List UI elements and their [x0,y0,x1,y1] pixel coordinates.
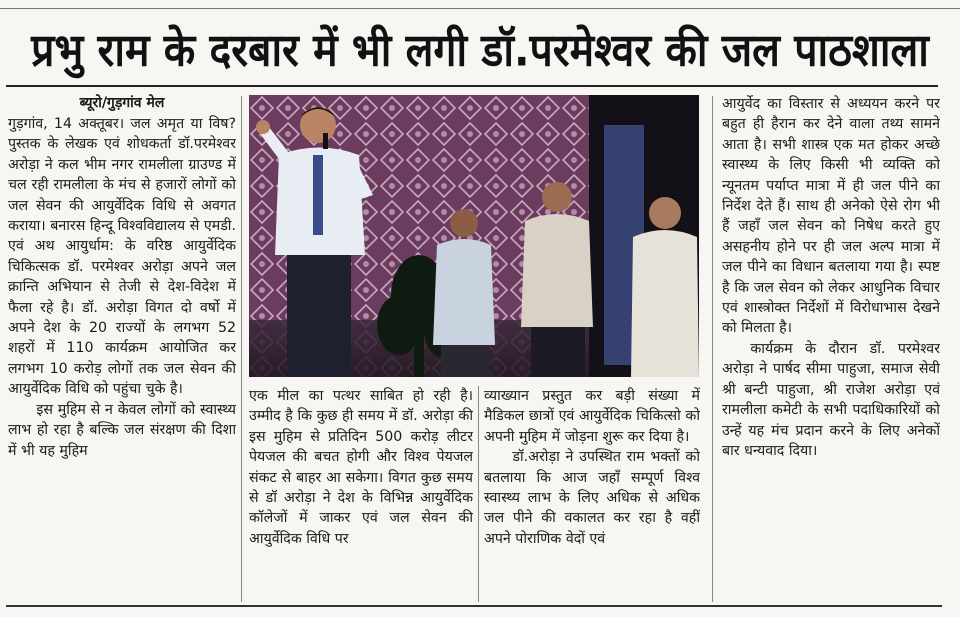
article-paragraph: व्याख्यान प्रस्तुत कर बड़ी संख्या में मैडिकल छात्रों एवं आयुर्वेदिक चिकित्सो को अपनी मुहिम में जोड़ना शुरू कर दिया है। [484,388,700,445]
article-column-1 [8,92,236,602]
stage-photo-illustration [249,95,699,377]
column-divider [478,386,479,602]
top-rule [0,8,960,9]
article-paragraph: गुड़गांव, 14 अक्तूबर। जल अमृत या विष? पुस्तक के लेखक एवं शोधकर्ता डॉ.परमेश्वर अरोड़ा ने कल भीम नगर रामलीला ग्राउण्ड में चल रही रामलीला के मंच से हजारों लोगों को जल सेवन की आयुर्वेदिक विधि से अवगत कराया। बनारस हिन्दू विश्वविद्यालय से एमडी. एवं अथ आयुर्धाम: के वरिष्ठ आयुर्वेदिक चिकित्सक डॉ. परमेश्वर अरोड़ा अपने जल क्रान्ति अभियान से तेजी से देश-विदेश में फैला रहे है। डॉ. अरोड़ा विगत दो वर्षो में अपने देश के 20 राज्यों के लगभग 52 शहरों में 110 कार्यक्रम आयोजित कर लगभग 10 करोड़ लोगों तक जल सेवन की आयुर्वेदिक विधि को पहुंचा चुके है। [8,116,236,398]
headline: प्रभु राम के दरबार में भी लगी डॉ.परमेश्वर की जल पाठशाला [31,23,929,77]
article-paragraph: आयुर्वेद का विस्तार से अध्ययन करने पर बहुत ही हैरान कर देने वाला तथ्य सामने आता है। सभी शास्त्र एक मत होकर अच्छे स्वास्थ्य के लिए किसी भी व्यक्ति को न्यूनतम पर्याप्त मात्रा में ही जल पीने का निर्देश देते हैं। साथ ही अनेको ऐसे रोग भी हैं जहाँ जल सेवन को निषेध करते हुए असहनीय होने पर ही जल अल्प मात्रा में जल पीने का विधान बतलाया गया है। स्पष्ट है कि जल सेवन को लेकर आधुनिक विचार एवं शास्त्रोक्त निर्देशों में विरोधाभास देखने को मिलता है। [722,96,940,337]
article-column-2 [249,386,473,604]
article-paragraph: इस मुहिम से न केवल लोगों को स्वास्थ्य लाभ हो रहा है बल्कि जल संरक्षण की दिशा में भी यह मुहिम [8,401,236,459]
article-column-4 [722,94,940,604]
headline-rule [6,85,938,87]
article-paragraph: डॉ.अरोड़ा ने उपस्थित राम भक्तों को बतलाया कि आज जहाँ सम्पूर्ण विश्व स्वास्थ्य लाभ के लिए अधिक से अधिक जल पीने की वकालत कर रहा है वहीं अपने पोराणिक वेदों एवं [484,449,700,547]
article-paragraph: एक मील का पत्थर साबित हो रही है। उम्मीद है कि कुछ ही समय में डॉ. अरोड़ा की इस मुहिम से प्रतिदिन 500 करोड़ लीटर पेयजल की बचत होगी और विश्व पेयजल संकट से बाहर आ सकेगा। विगत कुछ समय से डॉ अरोड़ा ने देश के विभिन्न आयुर्वेदिक कॉलेजों में जाकर एवं जल सेवन की आयुर्वेदिक विधि पर [249,388,473,547]
article-column-3 [484,386,700,604]
byline: ब्यूरो/गुड़गांव मेल [79,95,165,111]
column-divider [712,96,713,602]
bottom-rule [6,605,942,607]
article-paragraph: कार्यक्रम के दौरान डॉ. परमेश्वर अरोड़ा ने पार्षद सीमा पाहुजा, समाज सेवी श्री बन्टी पाहुजा, श्री राजेश अरोड़ा एवं रामलीला कमेटी के सभी पदाधिकारियों को उन्हें यह मंच प्रदान करने के लिए अनेकों बार धन्यवाद दिया। [722,340,940,459]
column-divider [241,96,242,602]
event-photo [249,95,699,377]
